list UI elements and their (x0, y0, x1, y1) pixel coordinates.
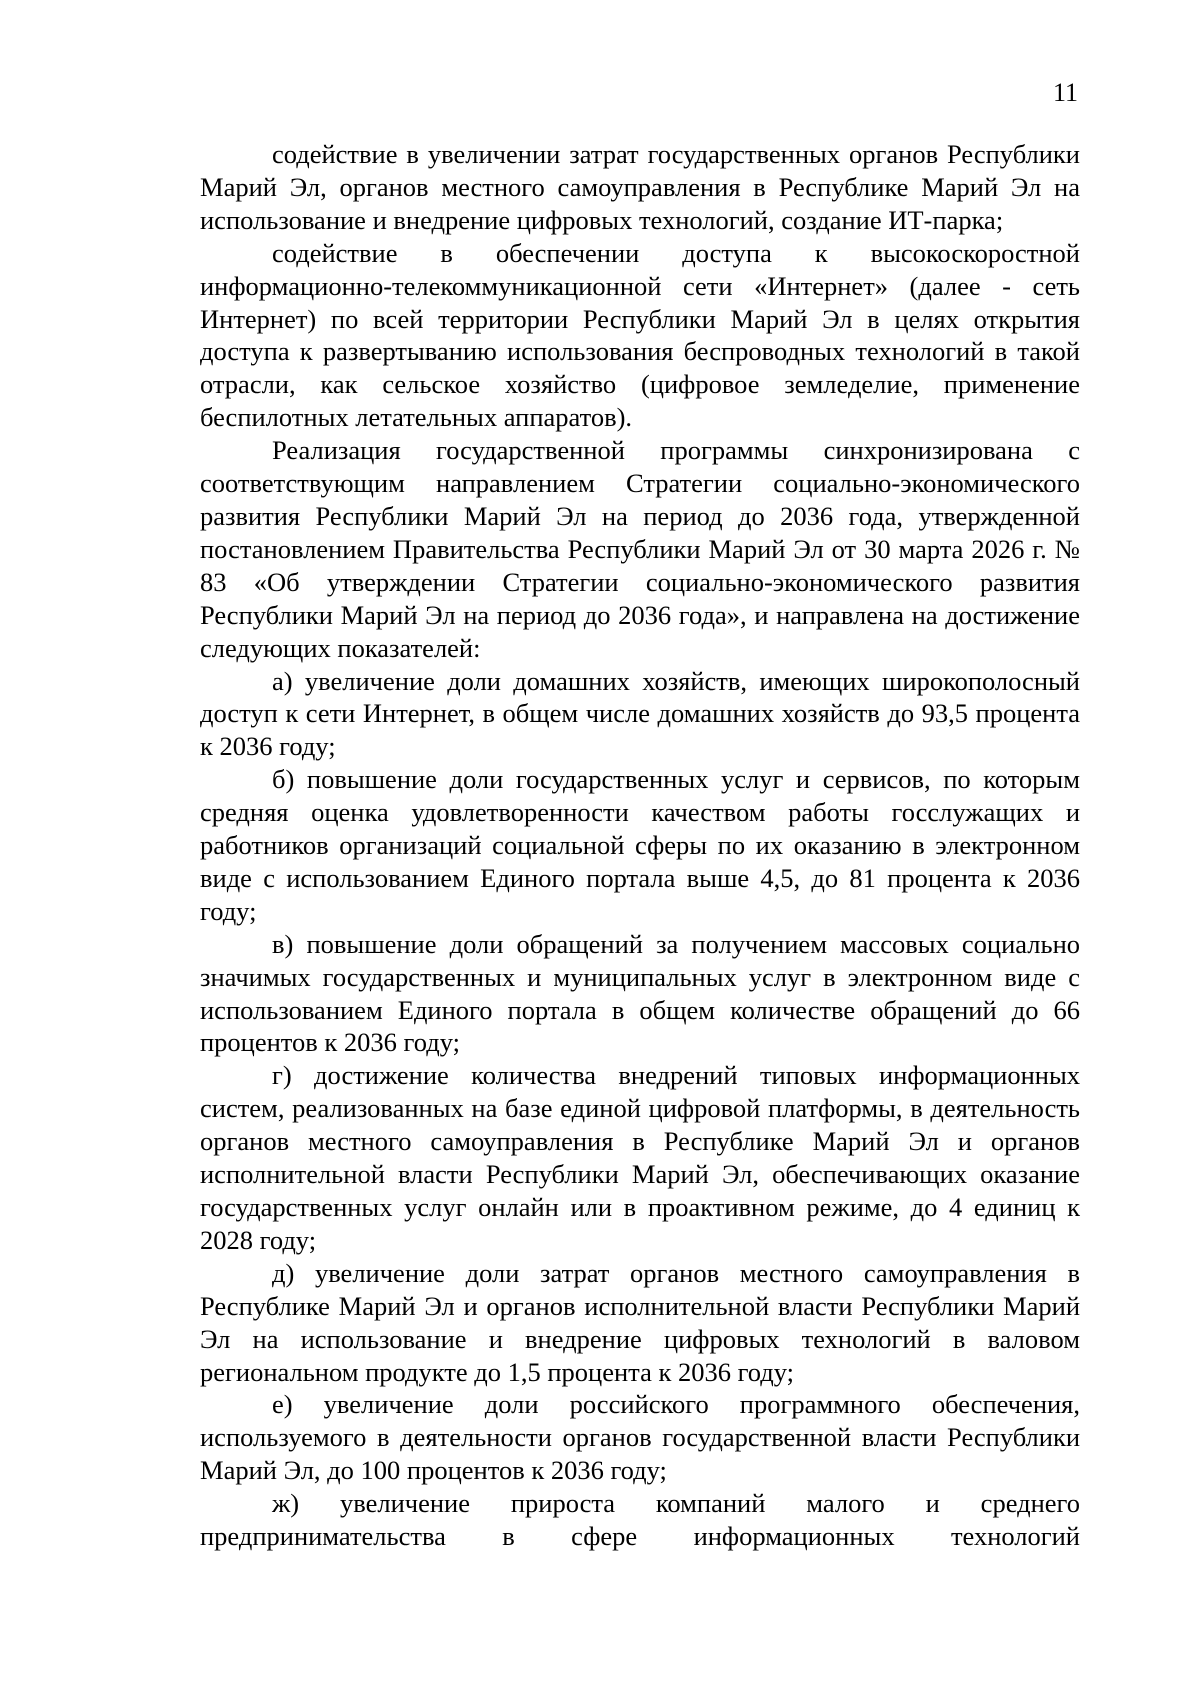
list-item-v: в) повышение доли обращений за получением массовых социально значимых государственных и муниципальных услуг в электронном виде с использованием Единого портала в общем количестве обращений до 66 процентов к 2036 году; (200, 928, 1080, 1058)
list-item-b: б) повышение доли государственных услуг и сервисов, по которым средняя оценка удовлетворенности качеством работы госслужащих и работников организаций социальной сферы по их оказанию в электронном виде с использованием Единого портала выше 4,5, до 81 процента к 2036 году; (200, 764, 1080, 926)
list-item-zh: ж) увеличение прироста компаний малого и среднего предпринимательства в сфере информационных технологий (200, 1488, 1080, 1552)
list-item-a: а) увеличение доли домашних хозяйств, имеющих широкополосный доступ к сети Интернет, в общем числе домашних хозяйств до 93,5 процента к 2036 году; (200, 665, 1080, 762)
paragraph-strategy-sync: Реализация государственной программы синхронизирована с соответствующим направлением Стратегии социально-экономического развития Республики Марий Эл на период до 2036 года, утвержденной постановлением Правительства Республики Марий Эл от 30 марта 2026 г. № 83 «Об утверждении Стратегии социально-экономического развития Республики Марий Эл на период до 2036 года», и направлена на достижение следующих показателей: (200, 435, 1080, 663)
list-item-d: д) увеличение доли затрат органов местного самоуправления в Республике Марий Эл и органов исполнительной власти Республики Марий Эл на использование и внедрение цифровых технологий в валовом региональном продукте до 1,5 процента к 2036 году; (200, 1257, 1080, 1387)
list-item-g: г) достижение количества внедрений типовых информационных систем, реализованных на базе единой цифровой платформы, в деятельность органов местного самоуправления в Республике Марий Эл и органов исполнительной власти Республики Марий Эл, обеспечивающих оказание государственных услуг онлайн или в проактивном режиме, до 4 единиц к 2028 году; (200, 1060, 1080, 1255)
paragraph-it-park: содействие в увеличении затрат государственных органов Республики Марий Эл, органов местного самоуправления в Республике Марий Эл на использование и внедрение цифровых технологий, создание ИТ-парка; (200, 139, 1080, 235)
page-number: 11 (1052, 78, 1078, 107)
document-body (200, 138, 1080, 1553)
list-item-e: е) увеличение доли российского программного обеспечения, используемого в деятельности органов государственной власти Республики Марий Эл, до 100 процентов к 2036 году; (200, 1389, 1080, 1486)
paragraph-internet-access: содействие в обеспечении доступа к высокоскоростной информационно-телекоммуникационной сети «Интернет» (далее - сеть Интернет) по всей территории Республики Марий Эл в целях открытия доступа к развертыванию использования беспроводных технологий в такой отрасли, как сельское хозяйство (цифровое земледелие, применение беспилотных летательных аппаратов). (200, 237, 1080, 433)
